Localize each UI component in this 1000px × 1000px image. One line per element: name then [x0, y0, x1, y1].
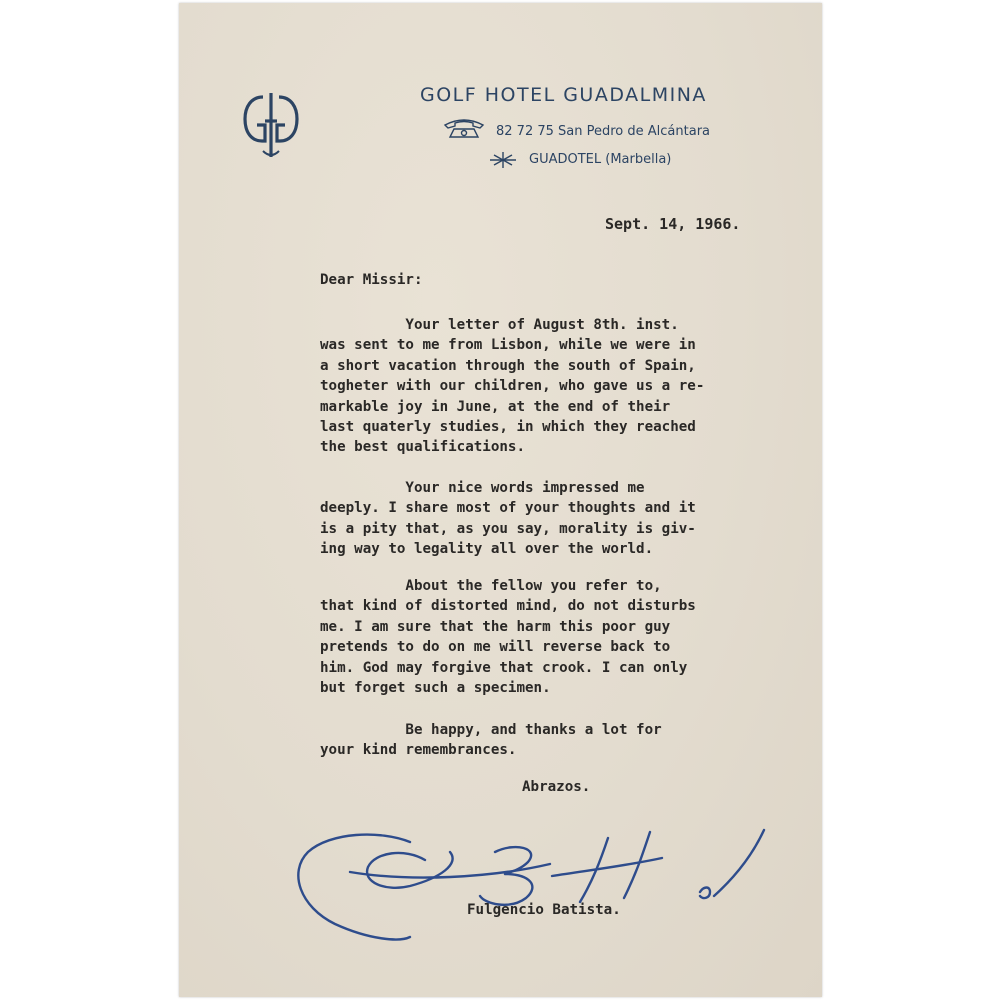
body-paragraph-3: About the fellow you refer to, that kind of distorted mind, do not disturbs me. I am sure that the harm this poor guy pretends to do on me will reverse back to him. God may forgive that crook. I can only but forget such a specimen. [320, 578, 696, 697]
body-paragraph-2: Your nice words impressed me deeply. I share most of your thoughts and it is a pity that, as you say, morality is giv- ing way to legality all over the world. [320, 480, 696, 558]
body-paragraph-1: Your letter of August 8th. inst. was sent to me from Lisbon, while we were in a short vacation through the south of Spain, togheter with our children, who gave us a re- markable joy in June, at the end of their last quaterly studies, in which they reached the best qualifications. [320, 317, 705, 456]
closing: Abrazos. [522, 779, 591, 795]
telephone-icon [442, 117, 486, 139]
signed-name: Fulgencio Batista. [467, 902, 621, 918]
telegraph-icon [488, 151, 518, 169]
hotel-monogram-logo [241, 85, 301, 165]
hotel-name: GOLF HOTEL GUADALMINA [420, 84, 707, 106]
phone-line: 82 72 75 San Pedro de Alcántara [496, 124, 710, 139]
salutation: Dear Missir: [320, 272, 423, 288]
body-paragraph-4: Be happy, and thanks a lot for your kind remembrances. [320, 722, 662, 759]
telegraph-line: GUADOTEL (Marbella) [529, 152, 672, 167]
letter-date: Sept. 14, 1966. [605, 215, 741, 233]
handwritten-signature [290, 812, 790, 952]
